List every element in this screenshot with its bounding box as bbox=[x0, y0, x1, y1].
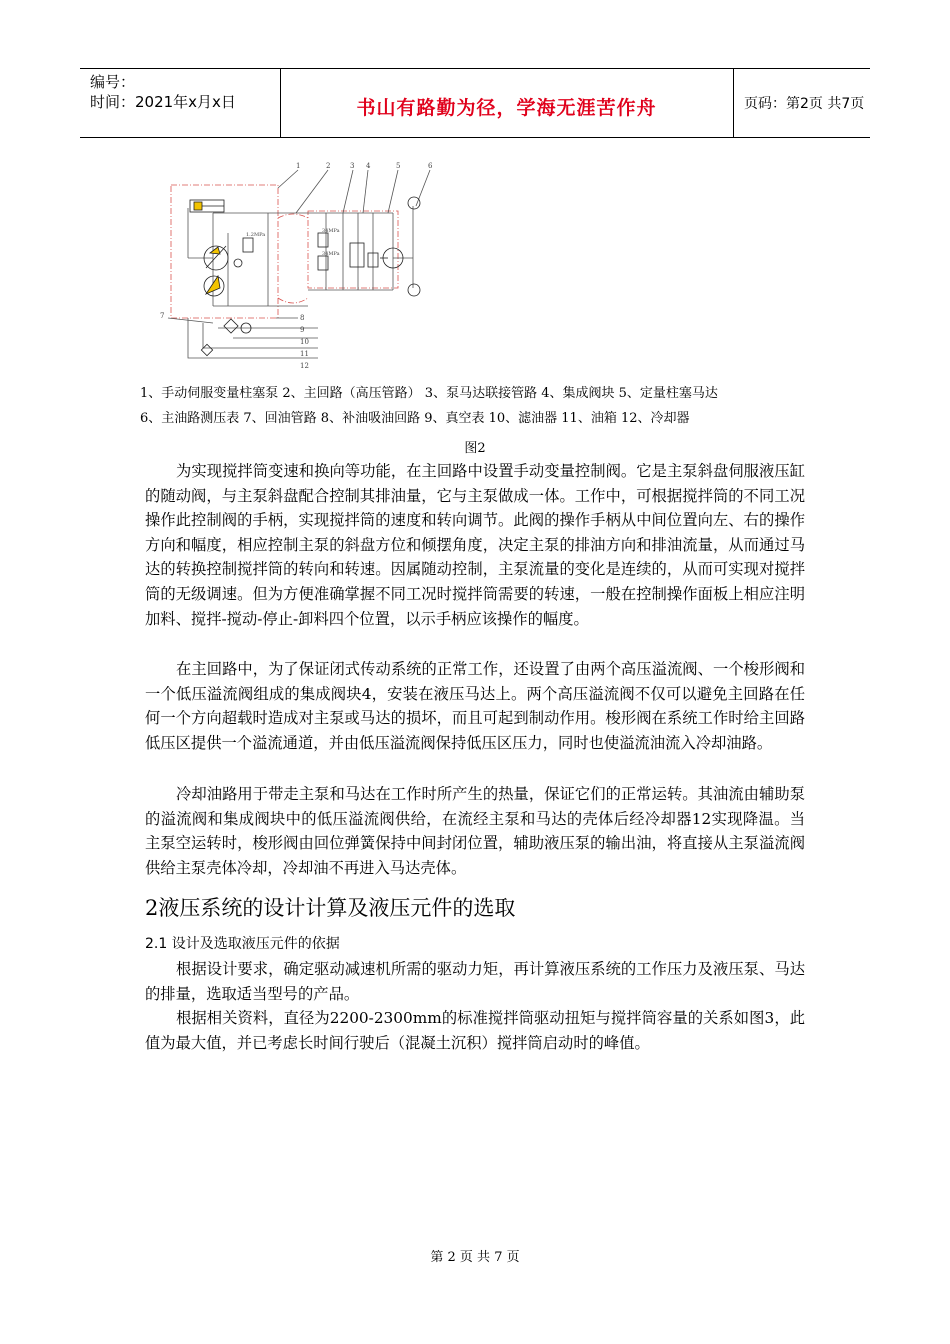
callout-3: 3 bbox=[350, 162, 355, 170]
paragraph-2 bbox=[145, 657, 805, 755]
figure-number: 图2 bbox=[464, 441, 486, 456]
header-motto: 书山有路勤为径，学海无涯苦作舟 bbox=[356, 97, 657, 119]
pump-boundary bbox=[171, 185, 278, 318]
pressure-label-3: 1.2MPa bbox=[246, 232, 266, 238]
callout-9: 9 bbox=[300, 326, 305, 334]
paragraph-5 bbox=[145, 1006, 805, 1055]
callout-6: 6 bbox=[428, 162, 433, 170]
callout-5: 5 bbox=[396, 162, 401, 170]
callout-12: 12 bbox=[300, 362, 309, 370]
section-heading: 2液压系统的设计计算及液压元件的选取 bbox=[145, 896, 516, 920]
header-page-label: 页码：第2页 共7页 bbox=[744, 96, 865, 112]
figure-caption-line-1: 1、手动伺服变量柱塞泵 2、主回路（高压管路） 3、泵马达联接管路 4、集成阀块 5、定量柱塞马达 bbox=[140, 386, 718, 401]
callout-2: 2 bbox=[326, 162, 331, 170]
pressure-gauge bbox=[408, 197, 420, 209]
paragraph-3 bbox=[145, 782, 805, 880]
header-info-cell bbox=[80, 69, 281, 137]
hydraulic-schematic bbox=[158, 158, 448, 380]
paragraph-4-text: 根据设计要求，确定驱动减速机所需的驱动力矩，再计算液压系统的工作压力及液压泵、马达的排量，选取适当型号的产品。 bbox=[145, 960, 805, 1003]
paragraph-1-text: 为实现搅拌筒变速和换向等功能，在主回路中设置手动变量控制阀。它是主泵斜盘伺服液压缸的随动阀，与主泵斜盘配合控制其排油量，它与主泵做成一体。工作中，可根据搅拌筒的不同工况操作此控制阀的手柄，实现搅拌筒的速度和转向调节。此阀的操作手柄从中间位置向左、右的操作方向和幅度，相应控制主泵的斜盘方位和倾摆角度，决定主泵的排油方向和排油流量，从而通过马达的转换控制搅拌筒的转向和转速。因属随动控制，主泵流量的变化是连续的，从而可实现对搅拌筒的无级调速。但为方便准确掌握不同工况时搅拌筒需要的转速，一般在控制操作面板上相应注明加料、搅拌-搅动-停止-卸料四个位置，以示手柄应该操作的幅度。 bbox=[145, 462, 805, 628]
callout-7: 7 bbox=[160, 312, 165, 320]
callout-10: 10 bbox=[300, 338, 309, 346]
paragraph-2-text: 在主回路中，为了保证闭式传动系统的正常工作，还设置了由两个高压溢流阀、一个梭形阀和一个低压溢流阀组成的集成阀块4，安装在液压马达上。两个高压溢流阀不仅可以避免主回路在任何一个方向超载时造成对主泵或马达的损坏，而且可起到制动作用。梭形阀在系统工作时给主回路低压区提供一个溢流通道，并由低压溢流阀保持低压区压力，同时也使溢流油流入冷却油路。 bbox=[145, 660, 805, 752]
callout-11: 11 bbox=[300, 350, 309, 358]
subsection-heading: 2.1 设计及选取液压元件的依据 bbox=[145, 936, 340, 952]
page-header bbox=[80, 68, 870, 138]
header-motto-cell bbox=[280, 69, 734, 137]
pressure-label-1: 34MPa bbox=[322, 228, 340, 234]
doc-time-label: 时间：2021年x月x日 bbox=[90, 93, 236, 111]
header-page-cell bbox=[734, 69, 870, 137]
callout-4: 4 bbox=[366, 162, 371, 170]
paragraph-4 bbox=[145, 957, 805, 1006]
page-footer: 第 2 页 共 7 页 bbox=[430, 1250, 520, 1265]
valve-block-boundary bbox=[308, 211, 398, 288]
paragraph-3-text: 冷却油路用于带走主泵和马达在工作时所产生的热量，保证它们的正常运转。其油流由辅助泵的溢流阀和集成阀块中的低压溢流阀供给，在流经主泵和马达的壳体后经冷却器12实现降温。当主泵空运转时，梭形阀由回位弹簧保持中间封闭位置，辅助液压泵的输出油，将直接从主泵溢流阀供给主泵壳体冷却，冷却油不再进入马达壳体。 bbox=[145, 785, 805, 877]
figure-caption-line-2: 6、主油路测压表 7、回油管路 8、补油吸油回路 9、真空表 10、滤油器 11、油箱 12、冷却器 bbox=[140, 411, 690, 426]
paragraph-1 bbox=[145, 459, 805, 631]
callout-1: 1 bbox=[296, 162, 301, 170]
callout-8: 8 bbox=[300, 314, 305, 322]
pressure-label-2: 34MPa bbox=[322, 251, 340, 257]
doc-number-label: 编号： bbox=[90, 73, 136, 91]
paragraph-5-text: 根据相关资料，直径为2200-2300mm的标准搅拌筒驱动扭矩与搅拌筒容量的关系如图3，此值为最大值，并已考虑长时间行驶后（混凝土沉积）搅拌筒启动时的峰值。 bbox=[145, 1009, 805, 1052]
